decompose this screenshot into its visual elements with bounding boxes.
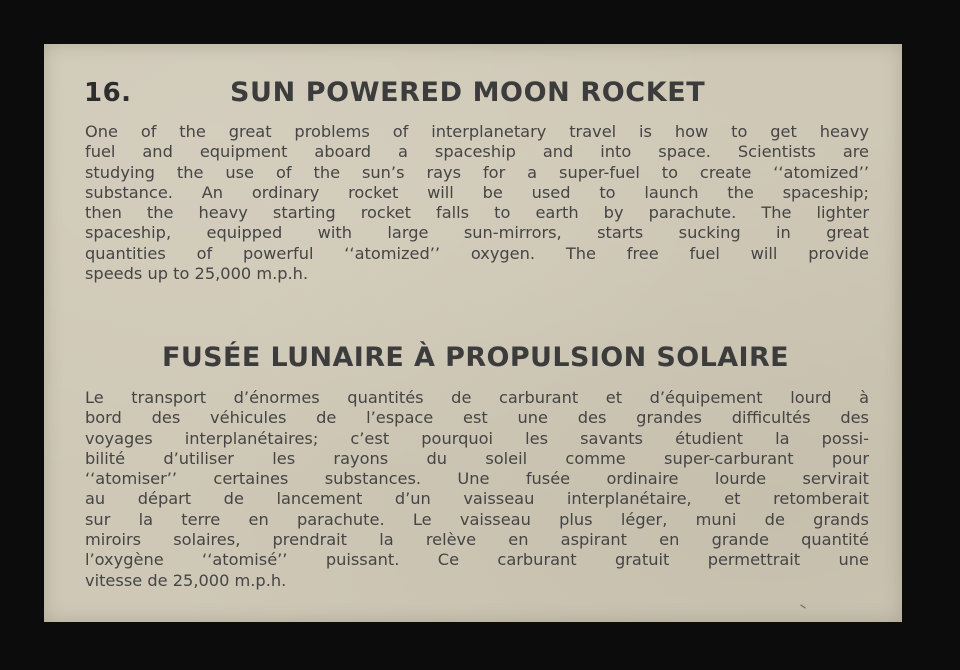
- french-text-line: Le transport d’énormes quantités de carburant et d’équipement lourd à: [85, 388, 869, 407]
- english-description: [85, 122, 869, 284]
- paper-scratch-mark: [800, 604, 805, 608]
- english-text-line: studying the use of the sun’s rays for a super-fuel to create ‘‘atomized’’: [85, 162, 869, 182]
- french-description: [85, 388, 869, 591]
- english-text-line: then the heavy starting rocket falls to earth by parachute. The lighter: [85, 203, 869, 223]
- french-title: FUSÉE LUNAIRE À PROPULSION SOLAIRE: [162, 342, 790, 373]
- card-number: 16.: [84, 78, 132, 108]
- english-title: SUN POWERED MOON ROCKET: [230, 77, 706, 108]
- french-text-line: sur la terre en parachute. Le vaisseau plus léger, muni de grands: [85, 509, 869, 529]
- english-text-line: substance. An ordinary rocket will be used to launch the spaceship;: [85, 182, 869, 202]
- french-text-line: bord des véhicules de l’espace est une des grandes difficultés des: [85, 408, 869, 428]
- french-text-line: vitesse de 25,000 m.p.h.: [85, 570, 287, 590]
- french-text-line: miroirs solaires, prendrait la relève en aspirant en grande quantité: [85, 530, 869, 550]
- english-text-line: speeds up to 25,000 m.p.h.: [85, 264, 309, 284]
- english-text-line: spaceship, equipped with large sun-mirrors, starts sucking in great: [85, 223, 869, 243]
- french-text-line: voyages interplanétaires; c’est pourquoi les savants étudient la possi-: [85, 428, 869, 448]
- english-text-line: quantities of powerful ‘‘atomized’’ oxygen. The free fuel will provide: [85, 243, 869, 263]
- trading-card-back: [44, 44, 902, 622]
- english-text-line: fuel and equipment aboard a spaceship and into space. Scientists are: [85, 142, 869, 162]
- french-text-line: ‘‘atomiser’’ certaines substances. Une fusée ordinaire lourde servirait: [85, 469, 869, 489]
- french-text-line: bilité d’utiliser les rayons du soleil comme super-carburant pour: [85, 448, 869, 468]
- french-text-line: au départ de lancement d’un vaisseau interplanétaire, et retomberait: [85, 489, 869, 509]
- english-text-line: One of the great problems of interplanetary travel is how to get heavy: [85, 122, 869, 141]
- french-text-line: l’oxygène ‘‘atomisé’’ puissant. Ce carburant gratuit permettrait une: [85, 550, 869, 570]
